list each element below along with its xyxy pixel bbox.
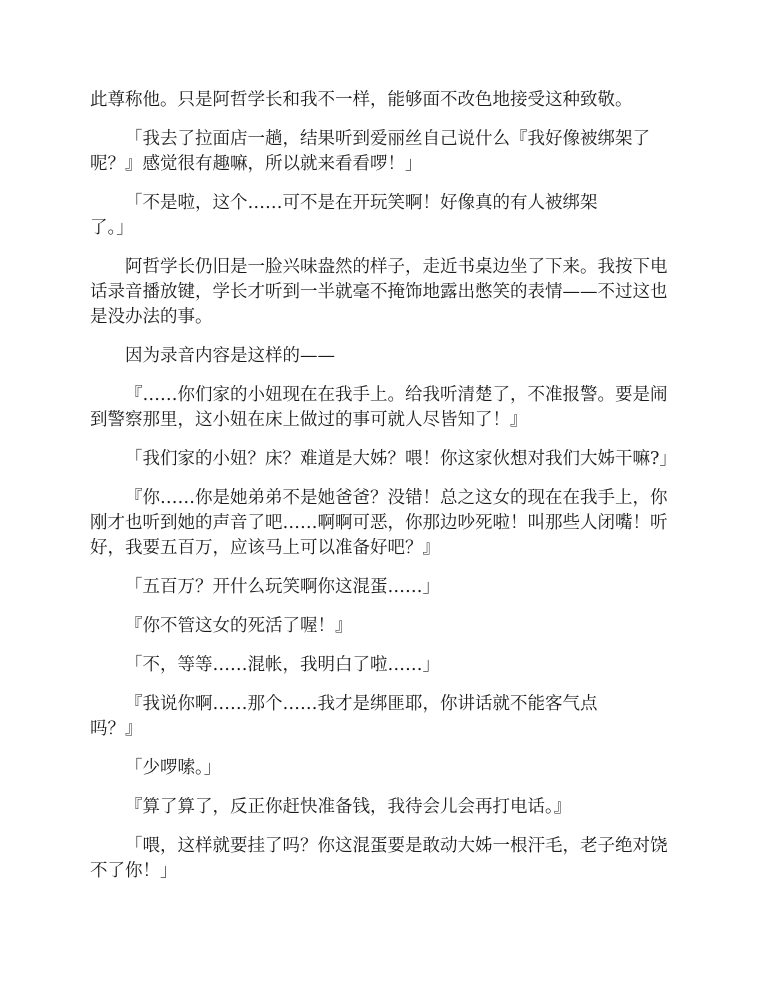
paragraph: 「我们家的小妞？床？难道是大姊？喂！你这家伙想对我们大姊干嘛?」 [125,449,677,469]
paragraph: 『你……你是她弟弟不是她爸爸？没错！总之这女的现在在我手上，你刚才也听到她的声音了吧……啊啊可恶，你那边吵死啦！叫那些人闭嘴！听好，我要五百万，应该马上可以准备好吧？』 [90,488,668,558]
paragraph: 「不是啦，这个……可不是在开玩笑啊！好像真的有人被绑架 了。」 [90,193,598,238]
body-text [90,88,675,898]
paragraph: 阿哲学长仍旧是一脸兴味盎然的样子，走近书桌边坐了下来。我按下电话录音播放键，学长才听到一半就毫不掩饰地露出憋笑的表情——不过这也是没办法的事。 [90,257,668,327]
paragraph: 此尊称他。只是阿哲学长和我不一样，能够面不改色地接受这种致敬。 [90,90,633,110]
paragraph: 『我说你啊……那个……我才是绑匪耶，你讲话就不能客气点 吗？』 [90,694,598,739]
paragraph: 「不，等等……混帐，我明白了啦……」 [125,655,440,675]
paragraph: 『……你们家的小妞现在在我手上。给我听清楚了，不准报警。要是闹到警察那里，这小妞在床上做过的事可就人尽皆知了！』 [90,385,668,430]
paragraph: 「少啰嗦。」 [125,758,222,778]
paragraph: 「我去了拉面店一趟，结果听到爱丽丝自己说什么『我好像被绑架了呢？』感觉很有趣嘛，所以就来看看啰！」 [90,129,650,174]
paragraph: 『算了算了，反正你赶快准备钱，我待会儿会再打电话。』 [125,797,572,817]
paragraph: 因为录音内容是这样的—— [125,346,335,366]
paragraph: 「五百万？开什么玩笑啊你这混蛋……」 [125,577,440,597]
paragraph: 『你不管这女的死活了喔！』 [125,616,353,636]
paragraph: 「喂，这样就要挂了吗？你这混蛋要是敢动大姊一根汗毛，老子绝对饶不了你！」 [90,836,668,881]
